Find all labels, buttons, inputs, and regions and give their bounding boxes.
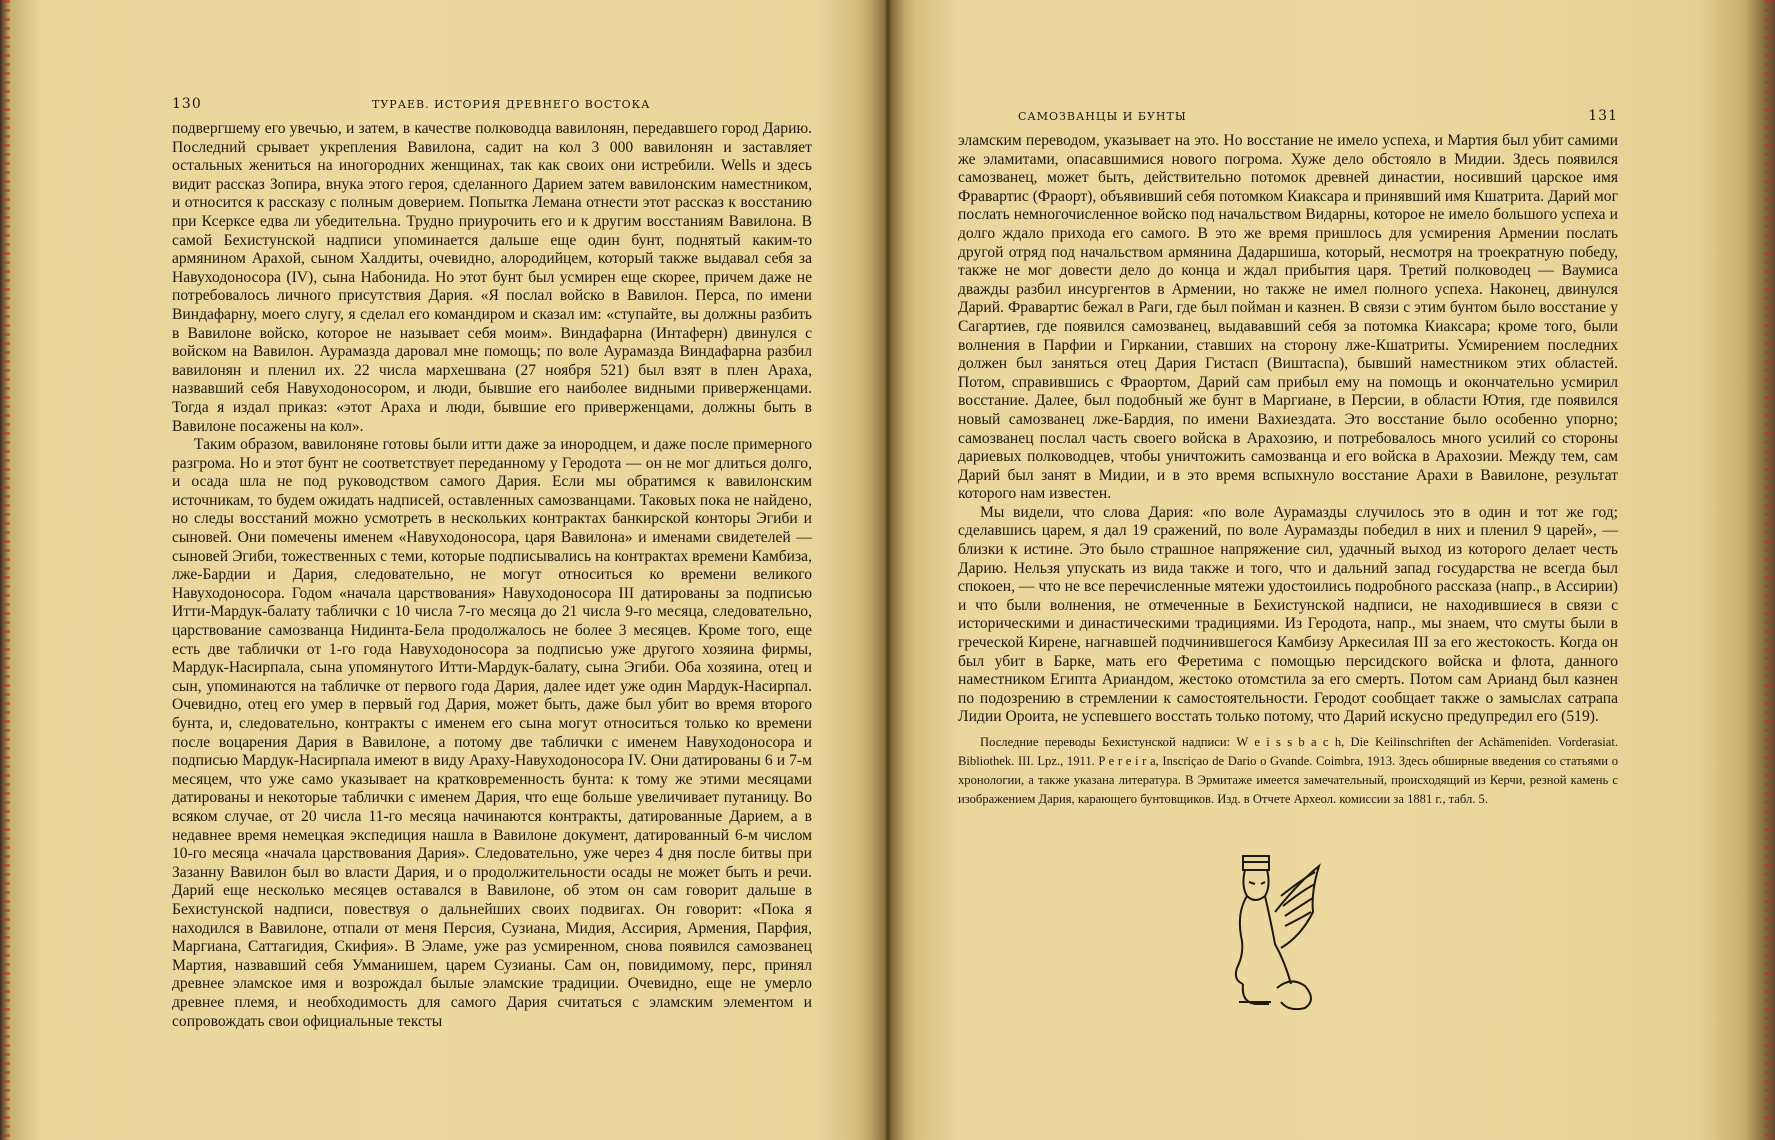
sphinx-head: [1243, 870, 1268, 900]
winged-sphinx-illustration: [1215, 852, 1335, 1012]
right-head-title: САМОЗВАНЦЫ И БУНТЫ: [1018, 110, 1187, 123]
sphinx-haunch: [1277, 981, 1311, 1009]
right-page-number: 131: [1588, 108, 1618, 124]
left-running-head: [172, 98, 812, 120]
paragraph: эламским переводом, указывает на это. Но восстание не имело успеха, и Мартия был убит самими же эламитами, опасавшимися нового погрома. Хуже дело обстояло в Мидии. Здесь появился самозванец, может быть, действительно потомок древней династии, носивший царское имя Фравартис (Фраорт), объявивший себя потомком Киаксара и принявший имя Кшатрита. Дарий мог послать немногочисленное войско под начальством Видарны, которое не имело большого успеха и долго ждало прихода его самого. В это же время пришлось для усмирения Армении послать другой отряд под начальством армянина Дадаршиша, который, несмотря на троекратную победу, также не мог довести дело до конца и ждал прибытия царя. Третий полководец — Ваумиса дважды разбил инсургентов в Армении, но также не имел полного успеха. Наконец, двинулся Дарий. Фравартис бежал в Раги, где был пойман и казнен. В связи с этим бунтом было восстание у Сагартиев, где появился самозванец, выдававший себя за потомка Киаксара; кроме того, были волнения в Парфии и Гиркании, ставших на сторону лже-Кшатриты. Усмирением последних должен был заняться отец Дария Гистасп (Виштаспа), бывший наместником этих областей. Потом, справившись с Фраортом, Дарий сам прибыл ему на помощь и окончательно усмирил восстание. Далее, был подобный же бунт в Маргиане, в Персии, в области Ютия, где появился новый самозванец лже-Бардия, по имени Вахиездата. Это восстание было особенно упорно; самозванец послал часть своего войска в Арахозию, и потребовалось много усилий со стороны дариевых полководцев, чтобы уничтожить самозванца и его войска в Арахозии. Между тем, сам Дарий был занят в Мидии, и в это время вспыхнуло восстание Арахи в Вавилоне, результат которого нам известен.: [958, 132, 1618, 503]
paragraph: Мы видели, что слова Дария: «по воле Аурамазды случилось это в один и тот же год; сделавшись царем, я дал 19 сражений, по воле Аурамазды победил в них и пленил 9 царей», — близки к истине. Это было страшное напряжение сил, удачный выход из которого делает честь Дарию. Нельзя упускать из вида также и того, что и дальний запад государства не всегда был спокоен, — что не все перечисленные мятежи удостоились подробного рассказа (напр., в Ассирии) и что были волнения, не отмеченные в Бехистунской надписи, не находившиеся в связи с историческими и династическими традициями. Из Геродота, напр., мы знаем, что смуты были в греческой Кирене, нагнавшей подчинившегося Камбизу Аркесилая III за его жестокость. Когда он был убит в Барке, мать его Феретима с помощью персидского войска и флота, данного наместником Египта Ариандом, жестоко отомстила за его смерть. Потом сам Арианд был казнен по подозрению в стремлении к самостоятельности. Геродот сообщает также о замыслах сатрапа Лидии Ороита, не успевшего восстать только потому, что Дарий искусно предупредил его (519).: [958, 503, 1618, 726]
left-head-title: ТУРАЕВ. ИСТОРИЯ ДРЕВНЕГО ВОСТОКА: [372, 98, 651, 111]
left-page: [172, 98, 812, 1031]
sphinx-chest: [1236, 896, 1247, 984]
left-body: [172, 120, 812, 1031]
paragraph: Таким образом, вавилоняне готовы были итти даже за инородцем, и даже после примерного разгрома. Но и этот бунт не соответствует переданному у Геродота — он не мог длиться долго, и осада шла не под руководством самого Дария. Если мы обратимся к вавилонским источникам, то будем ожидать надписей, оставленных самозванцами. Таковых пока не найдено, но следы восстаний можно усмотреть в нескольких контрактах банкирской конторы Эгиби и сыновей. Они помечены именем «Навуходоносора, царя Вавилона» и именами свидетелей — сыновей Эгиби, тожественных с теми, которые подписывались на контрактах времени Камбиза, лже-Бардии и Дария, следовательно, не могут относиться ко времени великого Навуходоносора. Годом «начала царствования» Навуходоносора III датированы за подписью Итти-Мардук-балату таблички с 10 числа 7-го месяца до 21 числа 9-го месяца, следовательно, царствование самозванца Нидинта-Бела продолжалось не более 3 месяцев. Кроме того, еще есть две таблички от 1-го года Навуходоносора за подписью уже другого хозяина фирмы, Мардук-Насирпала, сына упомянутого Итти-Мардук-балату, сына Эгиби. Оба хозяина, отец и сын, упоминаются на табличке от первого года Дария, далее идет уже один Мардук-Насирпал. Очевидно, отец его умер в первый год Дария, может быть, даже был убит во время второго бунта, и, следовательно, контракты с именем его сына могут относиться только ко времени после воцарения Дария в Вавилоне, а потому две таблички с именем Навуходоносора и подписью Мардук-Насирпала имеют в виду Араху-Навуходоносора IV. Они датированы 6 и 7-м месяцем, что уже само указывает на кратковременность бунта: к тому же этими месяцами датированы и некоторые таблички с именем Дария, что еще больше увеличивает путаницу. Во всяком случае, от 20 числа 11-го месяца начинаются контракты, датированные Дарием, а в недавнее время немецкая экспедиция нашла в Вавилоне документ, датированный 6-м числом 10-го месяца «начала царствования Дария». Следовательно, уже через 4 дня после битвы при Зазанну Вавилон был во власти Дария, и о продолжительности осады не может быть и речи. Дарий еще несколько месяцев оставался в Вавилоне, об этом он сам говорит дальше в Бехистунской надписи, повествуя о дальнейших своих подвигах. Он говорит: «Пока я находился в Вавилоне, отпали от меня Персия, Сузиана, Мидия, Ассирия, Армения, Парфия, Маргиана, Саттагидия, Скифия». В Эламе, уже раз усмиренном, снова появился самозванец Мартия, назвавший себя Умманишем, царем Сузианы. Сам он, повидимому, перс, принял древнее эламское имя и возрождал былые эламские традиции. Очевидно, еще не умерло древнее племя, и необходимость для самого Дария считаться с эламским элементом и сопровождать свои официальные тексты: [172, 436, 812, 1030]
book-gutter: [860, 0, 916, 1140]
paragraph: подвергшему его увечью, и затем, в качестве полководца вавилонян, передавшего город Дарию. Последний срывает укрепления Вавилона, садит на кол 3 000 вавилонян и заставляет остальных жениться на иногородних женщинах, так как своих они истребили. Wells и здесь видит рассказ Зопира, внука этого героя, сделанного Дарием затем вавилонским наместником, и относится к рассказу с полным доверием. Попытка Лемана отнести этот рассказ к восстанию при Ксерксе едва ли убедительна. Трудно приурочить его и к другим восстаниям Вавилона. В самой Бехистунской надписи упоминается дальше еще один бунт, поднятый каким-то армянином Арахой, сыном Халдиты, очевидно, алородийцем, который также выдавал себя за Навуходоносора (IV), сына Набонида. Но этот бунт был усмирен еще скорее, причем даже не потребовалось личного присутствия Дария. «Я послал войско в Вавилон. Перса, по имени Виндафарну, моего слугу, я сделал его командиром и сказал им: «ступайте, вы должны разбить в Вавилоне войско, которое не называет себя моим». Виндафарна (Интаферн) двинулся с войском на Вавилон. Аурамазда даровал мне помощь; по воле Аурамазда Виндафарна разбил вавилонян и пленил их. 22 числа мархешвана (27 ноября 521) был взят в плен Араха, назвавший себя Навуходоносором, и люди, бывшие его наиболее видными приверженцами. Тогда я издал приказ: «этот Араха и люди, бывшие его приверженцами, должны быть в Вавилоне посажены на кол».: [172, 120, 812, 435]
right-body: [958, 132, 1618, 727]
right-running-head: [958, 110, 1618, 132]
bibliography-note: [958, 733, 1618, 809]
bibliography-text: Последние переводы Бехистунской надписи: W e i s s b a c h, Die Keilinschriften der Achämeniden. Vorderasiat. Bibliothek. III. Lpz., 1911. P e r e i r a, Inscriçao de Dario o Gvande. Coimbra, 1913. Здесь обширные введения со статьями о хронологии, а также указана литература. В Эрмитаже имеется замечательный, происходящий из Керчи, резной камень с изображением Дария, карающего бунтовщиков. Изд. в Отчете Археол. комиссии за 1881 г., табл. 5.: [958, 735, 1618, 806]
page-edge-left: [2, 0, 10, 1140]
right-page: [958, 110, 1618, 809]
left-page-number: 130: [172, 96, 202, 112]
page-edge-right: [1765, 0, 1773, 1140]
